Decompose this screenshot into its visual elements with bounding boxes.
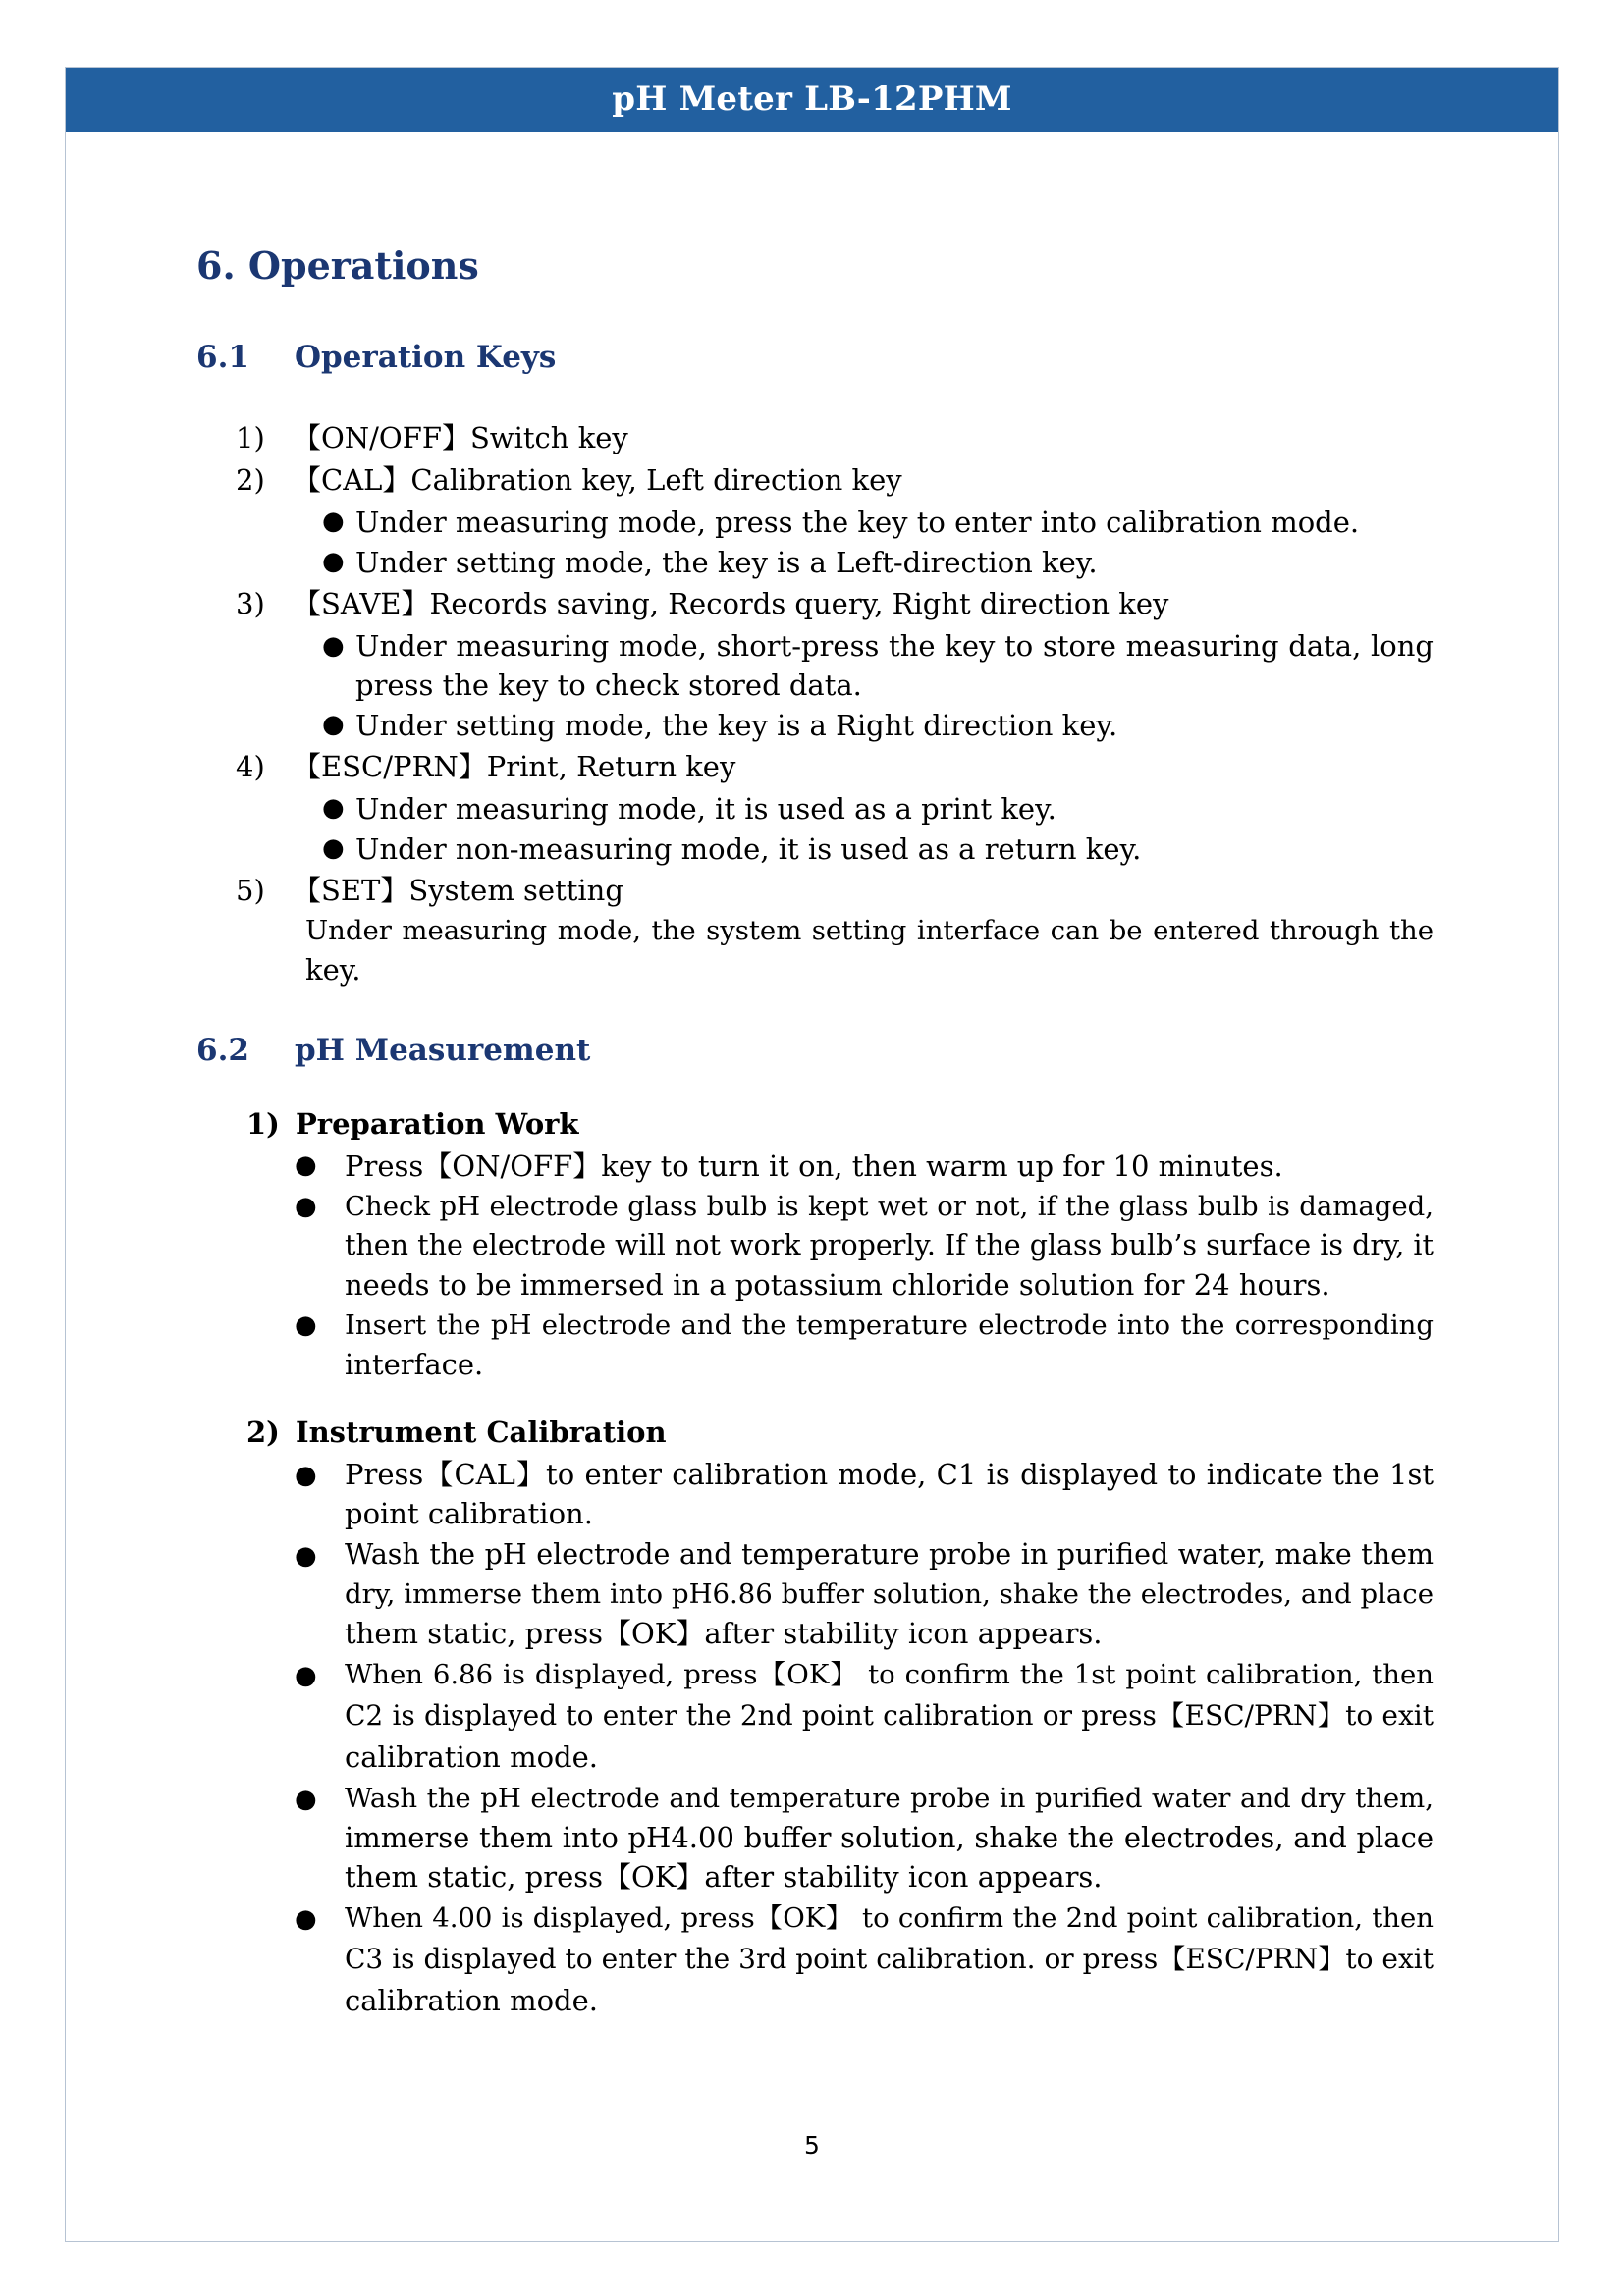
list-item-continued: point calibration. <box>345 1497 593 1530</box>
list-item: Under measuring mode, short-press the key to store measuring data, long <box>355 629 1434 663</box>
list-item: Under non-measuring mode, it is used as a return key. <box>355 832 1142 866</box>
subsection-title: Operation Keys <box>295 340 557 375</box>
list-number: 2) <box>236 463 265 497</box>
list-item: Wash the pH electrode and temperature probe in purified water and dry them, <box>345 1783 1434 1814</box>
subsection-heading-6-2 <box>196 1033 590 1068</box>
list-item-continued: interface. <box>345 1348 484 1381</box>
subsection-number: 6.2 <box>196 1033 249 1068</box>
section-title: 6. Operations <box>196 243 479 288</box>
bullet-icon: ● <box>295 1541 317 1571</box>
key-item-set: 【SET】System setting <box>293 874 623 907</box>
list-item: Under measuring mode, press the key to enter into calibration mode. <box>355 506 1360 539</box>
list-item: Press【ON/OFF】key to turn it on, then warm up for 10 minutes. <box>345 1149 1283 1183</box>
bullet-icon: ● <box>322 547 345 576</box>
list-item: When 6.86 is displayed, press【OK】 to confirm the 1st point calibration, then <box>345 1659 1434 1690</box>
list-item: Under setting mode, the key is a Right direction key. <box>355 709 1118 742</box>
list-item-continued: them static, press【OK】after stability icon appears. <box>345 1617 1103 1650</box>
list-item: When 4.00 is displayed, press【OK】 to confirm the 2nd point calibration, then <box>345 1902 1434 1934</box>
list-item: Wash the pH electrode and temperature probe in purified water, make them <box>345 1538 1434 1571</box>
bullet-icon: ● <box>295 1661 317 1690</box>
list-item: Under setting mode, the key is a Left-direction key. <box>355 546 1098 579</box>
list-item: Check pH electrode glass bulb is kept wet or not, if the glass bulb is damaged, <box>345 1191 1434 1222</box>
document-header: pH Meter LB-12PHM <box>66 68 1558 132</box>
key-item-cal: 【CAL】Calibration key, Left direction key <box>293 463 902 497</box>
list-item-continued: needs to be immersed in a potassium chloride solution for 24 hours. <box>345 1268 1330 1302</box>
subsection-heading-6-1 <box>196 340 556 375</box>
list-item-continued: calibration mode. <box>345 1984 598 2017</box>
bullet-icon: ● <box>322 631 345 661</box>
bullet-icon: ● <box>295 1192 317 1221</box>
list-number: 3) <box>236 587 265 620</box>
bullet-icon: ● <box>322 710 345 739</box>
list-item-continued: them static, press【OK】after stability icon appears. <box>345 1860 1103 1894</box>
list-item-continued: immerse them into pH4.00 buffer solution, shake the electrodes, and place <box>345 1821 1434 1854</box>
list-item-continued: C2 is displayed to enter the 2nd point calibration or press【ESC/PRN】to exit <box>345 1699 1434 1732</box>
list-item-continued: calibration mode. <box>345 1740 598 1774</box>
bullet-icon: ● <box>295 1785 317 1814</box>
key-item-save: 【SAVE】Records saving, Records query, Right direction key <box>293 587 1169 620</box>
paragraph: Under measuring mode, the system setting interface can be entered through the <box>305 915 1434 946</box>
list-item-continued: C3 is displayed to enter the 3rd point calibration. or press【ESC/PRN】to exit <box>345 1943 1434 1975</box>
paragraph-continued: key. <box>305 953 361 987</box>
key-item-on-off: 【ON/OFF】Switch key <box>293 421 628 454</box>
bullet-icon: ● <box>322 793 345 823</box>
bullet-icon: ● <box>322 507 345 536</box>
list-item-continued: dry, immerse them into pH6.86 buffer solution, shake the electrodes, and place <box>345 1578 1434 1610</box>
step-title-preparation: Preparation Work <box>296 1107 579 1141</box>
step-title-calibration: Instrument Calibration <box>296 1415 667 1449</box>
list-number: 4) <box>236 750 265 783</box>
list-item: Press【CAL】to enter calibration mode, C1 is displayed to indicate the 1st <box>345 1458 1434 1491</box>
list-item: Under measuring mode, it is used as a print key. <box>355 792 1056 826</box>
bullet-icon: ● <box>295 1310 317 1340</box>
subsection-number: 6.1 <box>196 340 249 375</box>
subsection-title: pH Measurement <box>295 1033 591 1068</box>
key-item-esc-prn: 【ESC/PRN】Print, Return key <box>293 750 736 783</box>
bullet-icon: ● <box>295 1150 317 1180</box>
list-number: 1) <box>236 421 265 454</box>
list-item-continued: then the electrode will not work properly. If the glass bulb’s surface is dry, it <box>345 1229 1434 1261</box>
bullet-icon: ● <box>295 1461 317 1490</box>
list-number: 2) <box>246 1415 280 1449</box>
list-number: 1) <box>246 1107 280 1141</box>
page-number: 5 <box>804 2131 820 2160</box>
list-item: Insert the pH electrode and the temperature electrode into the corresponding <box>345 1309 1434 1341</box>
list-number: 5) <box>236 874 265 907</box>
bullet-icon: ● <box>295 1904 317 1934</box>
bullet-icon: ● <box>322 833 345 863</box>
list-item-continued: press the key to check stored data. <box>355 668 862 702</box>
